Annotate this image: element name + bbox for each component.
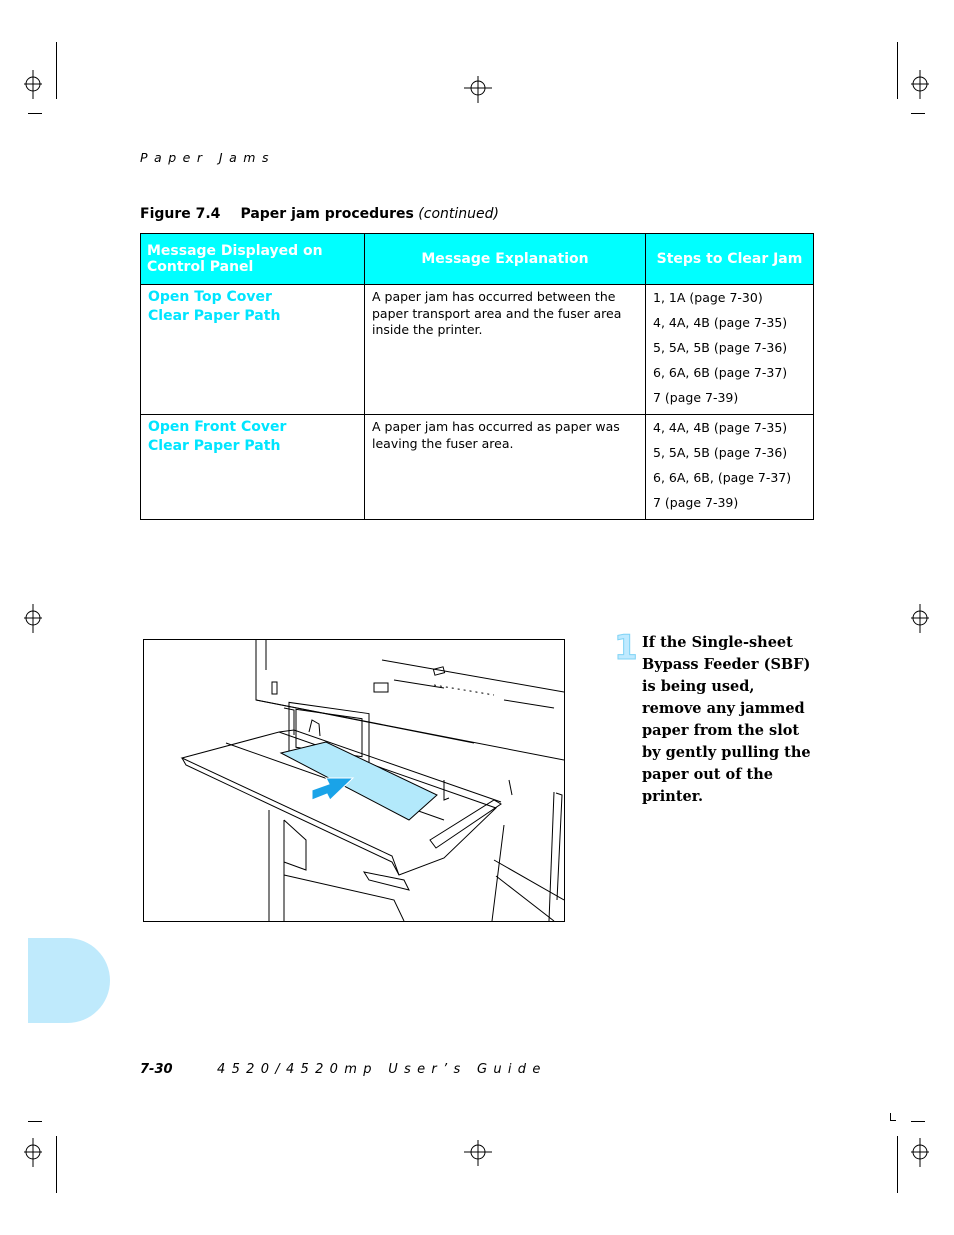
registration-target-icon [911, 1138, 929, 1167]
explanation-cell: A paper jam has occurred between the paper transport area and the fuser area inside the printer. [365, 285, 646, 415]
registration-target-icon [464, 76, 492, 103]
bypass-feeder-illustration [143, 639, 565, 922]
steps-cell [646, 285, 814, 415]
table-row [141, 415, 814, 520]
pull-arrow-icon [312, 778, 353, 800]
figure-title: Paper jam procedures [240, 206, 414, 222]
column-header-steps: Steps to Clear Jam [646, 234, 814, 285]
steps-cell [646, 415, 814, 520]
column-header-message: Message Displayed on Control Panel [141, 234, 365, 285]
message-line: Open Top Cover [148, 289, 272, 305]
message-cell [141, 415, 365, 520]
step-number: 1 [614, 628, 638, 668]
registration-target-icon [464, 1140, 492, 1166]
table-row [141, 285, 814, 415]
jammed-paper [281, 742, 437, 820]
step-reference: 7 (page 7-39) [653, 390, 739, 405]
step-reference: 6, 6A, 6B, (page 7-37) [653, 470, 792, 485]
registration-target-icon [911, 604, 929, 633]
step-reference: 4, 4A, 4B (page 7-35) [653, 420, 788, 435]
step-instruction: If the Single-sheet Bypass Feeder (SBF) is being used, remove any jammed paper from the slot by gently pulling the paper out of the printer. [642, 634, 811, 805]
step-reference: 1, 1A (page 7-30) [653, 290, 763, 305]
figure-caption [140, 206, 499, 222]
printer-drawing [144, 640, 564, 921]
page-number: 7-30 [140, 1062, 173, 1077]
message-line: Clear Paper Path [148, 308, 281, 324]
footer-guide-title: 4520/4520mp User’s Guide [217, 1062, 547, 1077]
explanation-cell: A paper jam has occurred as paper was leaving the fuser area. [365, 415, 646, 520]
message-line: Clear Paper Path [148, 438, 281, 454]
registration-target-icon [24, 1138, 42, 1167]
chapter-thumb-tab [28, 938, 110, 1023]
registration-target-icon [911, 70, 929, 99]
registration-target-icon [24, 70, 42, 99]
registration-target-icon [24, 604, 42, 633]
column-header-explanation: Message Explanation [365, 234, 646, 285]
step-reference: 4, 4A, 4B (page 7-35) [653, 315, 788, 330]
step-reference: 5, 5A, 5B (page 7-36) [653, 340, 788, 355]
step-reference: 6, 6A, 6B (page 7-37) [653, 365, 788, 380]
figure-qualifier: (continued) [418, 206, 499, 222]
running-head: Paper Jams [140, 150, 275, 165]
table-header-row [141, 234, 814, 285]
step-reference: 7 (page 7-39) [653, 495, 739, 510]
step-reference: 5, 5A, 5B (page 7-36) [653, 445, 788, 460]
message-line: Open Front Cover [148, 419, 287, 435]
figure-number: Figure 7.4 [140, 206, 221, 222]
message-cell [141, 285, 365, 415]
jam-procedures-table [140, 233, 814, 520]
